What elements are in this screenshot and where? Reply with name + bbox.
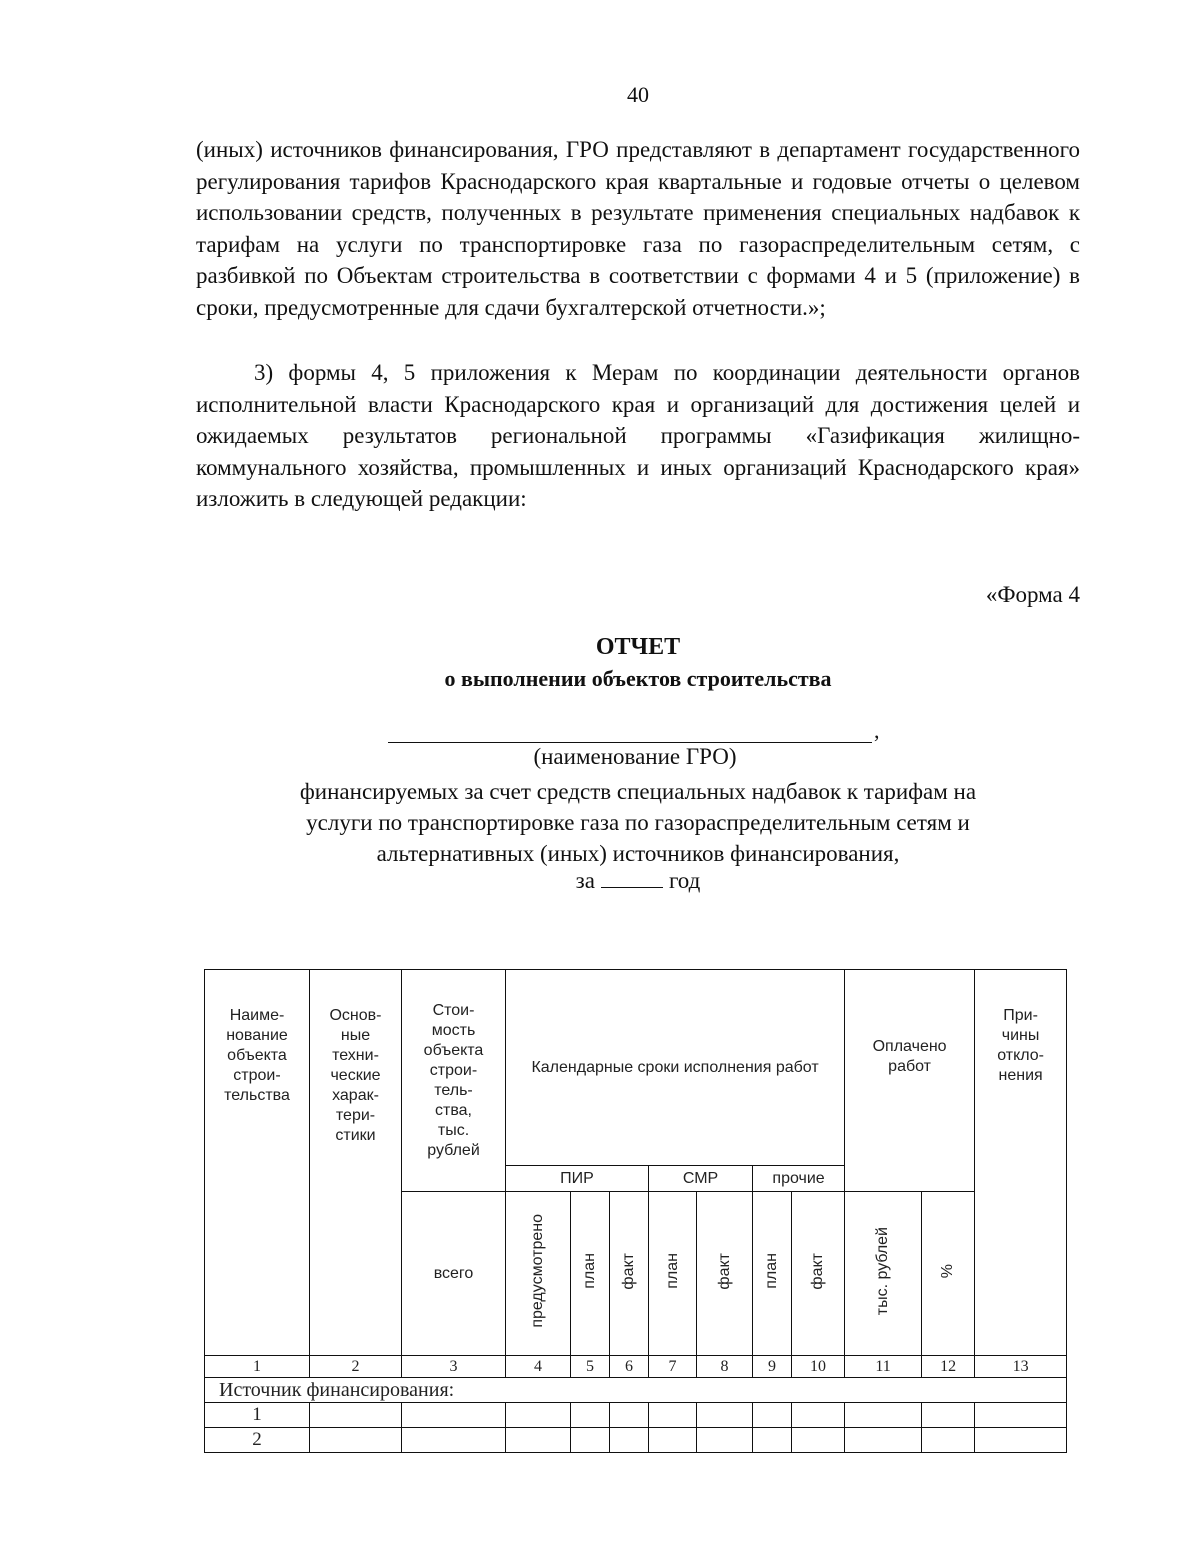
table-cell: [506, 1428, 571, 1453]
table-row: [205, 1428, 1067, 1453]
header-object-name: [205, 970, 310, 1356]
header-pir-planned-text: предусмотрено: [529, 1214, 546, 1328]
header-paid-percent-text: %: [939, 1263, 957, 1279]
row-number: 1: [205, 1403, 310, 1428]
column-number: 12: [922, 1356, 975, 1378]
column-number: 7: [649, 1356, 697, 1378]
page-number: 40: [627, 82, 649, 107]
column-number: 6: [610, 1356, 649, 1378]
header-other-text: прочие: [772, 1169, 825, 1187]
row-number: 2: [205, 1428, 310, 1453]
paragraph-continuation: (иных) источников финансирования, ГРО представляют в департамент государственного регулирования тарифов Краснодарского края квартальные и годовые отчеты о целевом использовании средств, полученных в результате применения специальных надбавок к тарифам на услуги по транспортировке газа по газораспределительным сетям, с разбивкой по Объектам строительства в соответствии с формами 4 и 5 (приложение) в сроки, предусмотренные для сдачи бухгалтерской отчетности.»;: [196, 137, 1080, 320]
header-pir-text: ПИР: [560, 1169, 594, 1187]
column-number: 9: [753, 1356, 792, 1378]
table-cell: [402, 1428, 506, 1453]
table-cell: [571, 1428, 610, 1453]
table-cell: [402, 1403, 506, 1428]
table-cell: [649, 1403, 697, 1428]
form-label: «Форма 4: [985, 582, 1080, 607]
table-cell: [610, 1403, 649, 1428]
table-cell: [792, 1403, 845, 1428]
column-number: 4: [506, 1356, 571, 1378]
year-suffix: год: [668, 868, 701, 893]
header-object-name-text: Наиме- нование объекта строи- тельства: [224, 1007, 290, 1104]
report-year-line: [0, 867, 1200, 894]
table-cell: [571, 1403, 610, 1428]
column-number: 3: [402, 1356, 506, 1378]
header-other-plan: [753, 1192, 792, 1356]
header-pir-fact: [610, 1192, 649, 1356]
column-number: 13: [975, 1356, 1067, 1378]
column-number: 8: [697, 1356, 753, 1378]
table-cell: [845, 1428, 922, 1453]
table-cell: [845, 1403, 922, 1428]
table-cell: [610, 1428, 649, 1453]
header-other-fact: [792, 1192, 845, 1356]
table-cell: [753, 1403, 792, 1428]
column-number: 10: [792, 1356, 845, 1378]
header-pir: [506, 1166, 649, 1192]
header-calendar-terms-text: Календарные сроки исполнения работ: [531, 1058, 819, 1076]
header-calendar-terms: [506, 970, 845, 1166]
header-smr-fact: [697, 1192, 753, 1356]
header-pir-planned: [506, 1192, 571, 1356]
year-prefix: за: [575, 868, 595, 893]
header-paid-thousand-rub: [845, 1192, 922, 1356]
table-cell: [310, 1403, 402, 1428]
source-label: Источник финансирования:: [205, 1378, 1067, 1403]
gro-name-blank-line: [388, 742, 872, 743]
header-object-cost: [402, 970, 506, 1192]
header-smr-fact-text: факт: [715, 1252, 733, 1290]
header-pir-plan-text: план: [581, 1253, 598, 1289]
column-number: 5: [571, 1356, 610, 1378]
table-cell: [922, 1403, 975, 1428]
report-title: ОТЧЕТ: [595, 634, 681, 660]
report-subtitle: о выполнении объектов строительства: [444, 666, 832, 691]
header-other-plan-text: план: [763, 1253, 780, 1289]
column-number: 2: [310, 1356, 402, 1378]
header-paid-thousand-rub-text: тыс. рублей: [874, 1226, 892, 1316]
header-smr-text: СМР: [682, 1169, 719, 1187]
table-cell: [310, 1428, 402, 1453]
column-number: 1: [205, 1356, 310, 1378]
header-deviation-reasons-text: При- чины откло- нения: [997, 1007, 1044, 1084]
header-other: [753, 1166, 845, 1192]
gro-name-comma: ,: [874, 718, 880, 743]
table-cell: [975, 1428, 1067, 1453]
header-tech-specs: [310, 970, 402, 1356]
table-cell: [697, 1428, 753, 1453]
financing-description: финансируемых за счет средств специальных надбавок к тарифам на услуги по транспортировке газа по газораспределительным сетям и альтернативных (иных) источников финансирования,: [299, 779, 977, 866]
report-table: [204, 969, 1067, 1453]
table-cell: [649, 1428, 697, 1453]
header-object-cost-text: Стои- мость объекта строи- тель- ства, тыс. рублей: [423, 1001, 484, 1159]
header-tech-specs-text: Основ- ные техни- ческие харак- тери- стики: [329, 1007, 382, 1144]
header-pir-plan: [571, 1192, 610, 1356]
header-other-fact-text: факт: [809, 1252, 827, 1290]
header-deviation-reasons: [975, 970, 1067, 1356]
header-pir-fact-text: факт: [620, 1252, 637, 1290]
header-smr: [649, 1166, 753, 1192]
gro-name-caption: (наименование ГРО): [533, 744, 737, 769]
header-paid-works-text: Оплачено работ: [872, 1037, 947, 1075]
table-cell: [975, 1403, 1067, 1428]
header-total-text: всего: [433, 1264, 474, 1282]
header-paid-percent: [922, 1192, 975, 1356]
table-cell: [922, 1428, 975, 1453]
table-cell: [506, 1403, 571, 1428]
table-cell: [697, 1403, 753, 1428]
table-cell: [792, 1428, 845, 1453]
header-total: [402, 1192, 506, 1356]
column-number-row: [205, 1356, 1067, 1378]
header-smr-plan-text: план: [663, 1253, 681, 1289]
table-cell: [753, 1428, 792, 1453]
header-smr-plan: [649, 1192, 697, 1356]
paragraph-item-3: 3) формы 4, 5 приложения к Мерам по координации деятельности органов исполнительной власти Краснодарского края и организаций для достижения целей и ожидаемых результатов региональной программы «Газификация жилищно-коммунального хозяйства, промышленных и иных организаций Краснодарского края» изложить в следующей редакции:: [196, 360, 1080, 511]
year-blank-line: [601, 867, 663, 888]
source-row: [205, 1378, 1067, 1403]
table-row: [205, 1403, 1067, 1428]
column-number: 11: [845, 1356, 922, 1378]
header-paid-works: [845, 970, 975, 1192]
